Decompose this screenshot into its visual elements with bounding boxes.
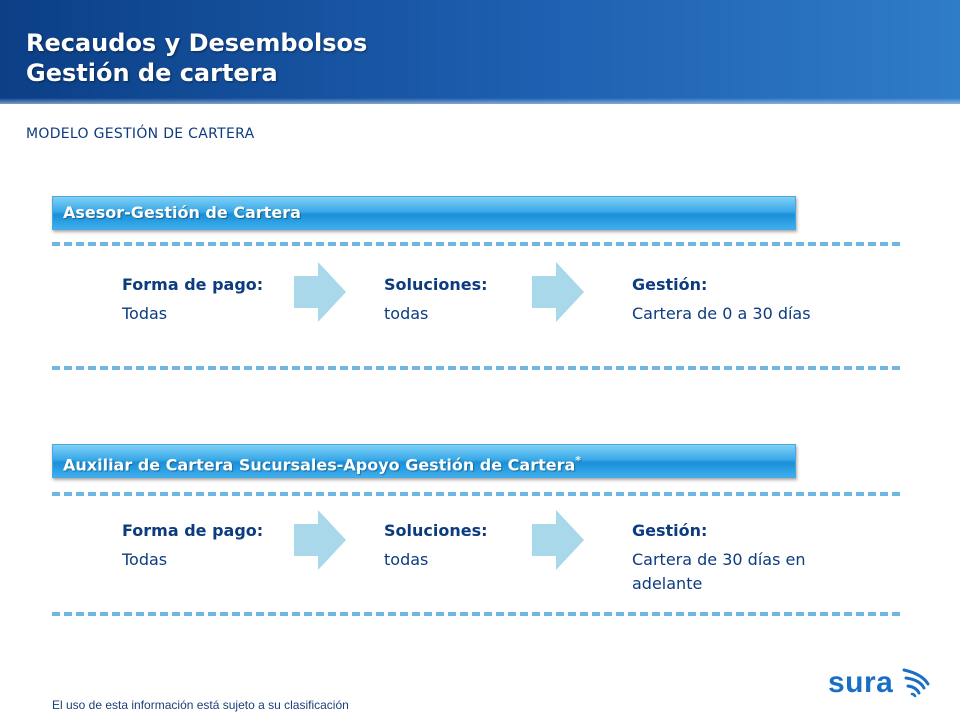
chevron-arrow-icon <box>294 510 346 570</box>
dashed-divider-top-2 <box>52 492 900 496</box>
solutions-label: Soluciones: <box>384 521 488 540</box>
solutions-label: Soluciones: <box>384 275 488 294</box>
page-title-line1: Recaudos y Desembolsos <box>26 29 368 57</box>
payment-label: Forma de pago: <box>122 275 264 294</box>
section-label: MODELO GESTIÓN DE CARTERA <box>26 126 255 142</box>
role-bar-auxiliar <box>52 444 796 478</box>
footnote-marker: * <box>575 454 582 467</box>
management-label: Gestión: <box>632 275 708 294</box>
classification-note: El uso de esta información está sujeto a su clasificación <box>52 698 349 712</box>
dashed-divider-bottom-1 <box>52 366 900 370</box>
dashed-divider-top-1 <box>52 242 900 246</box>
chevron-arrow-icon <box>294 262 346 322</box>
management-label: Gestión: <box>632 521 708 540</box>
management-value <box>632 548 805 596</box>
payment-value: Todas <box>122 550 168 569</box>
role-bar-label: Auxiliar de Cartera Sucursales-Apoyo Gestión de Cartera <box>63 455 576 475</box>
role-bar-label: Asesor-Gestión de Cartera <box>63 203 301 222</box>
sura-logo <box>828 664 932 700</box>
management-value-line2: adelante <box>632 574 703 593</box>
page-title-line2: Gestión de cartera <box>26 59 278 87</box>
payment-label: Forma de pago: <box>122 521 264 540</box>
payment-value: Todas <box>122 304 168 323</box>
role-bar-asesor <box>52 196 796 230</box>
sura-logo-text: sura <box>828 666 894 699</box>
page-title <box>26 28 367 88</box>
chevron-arrow-icon <box>532 510 584 570</box>
management-value: Cartera de 0 a 30 días <box>632 304 811 323</box>
chevron-arrow-icon <box>532 262 584 322</box>
solutions-value: todas <box>384 304 429 323</box>
dashed-divider-bottom-2 <box>52 612 900 616</box>
management-value-line1: Cartera de 30 días en <box>632 550 806 569</box>
sura-swoosh-icon <box>900 666 932 698</box>
solutions-value: todas <box>384 550 429 569</box>
